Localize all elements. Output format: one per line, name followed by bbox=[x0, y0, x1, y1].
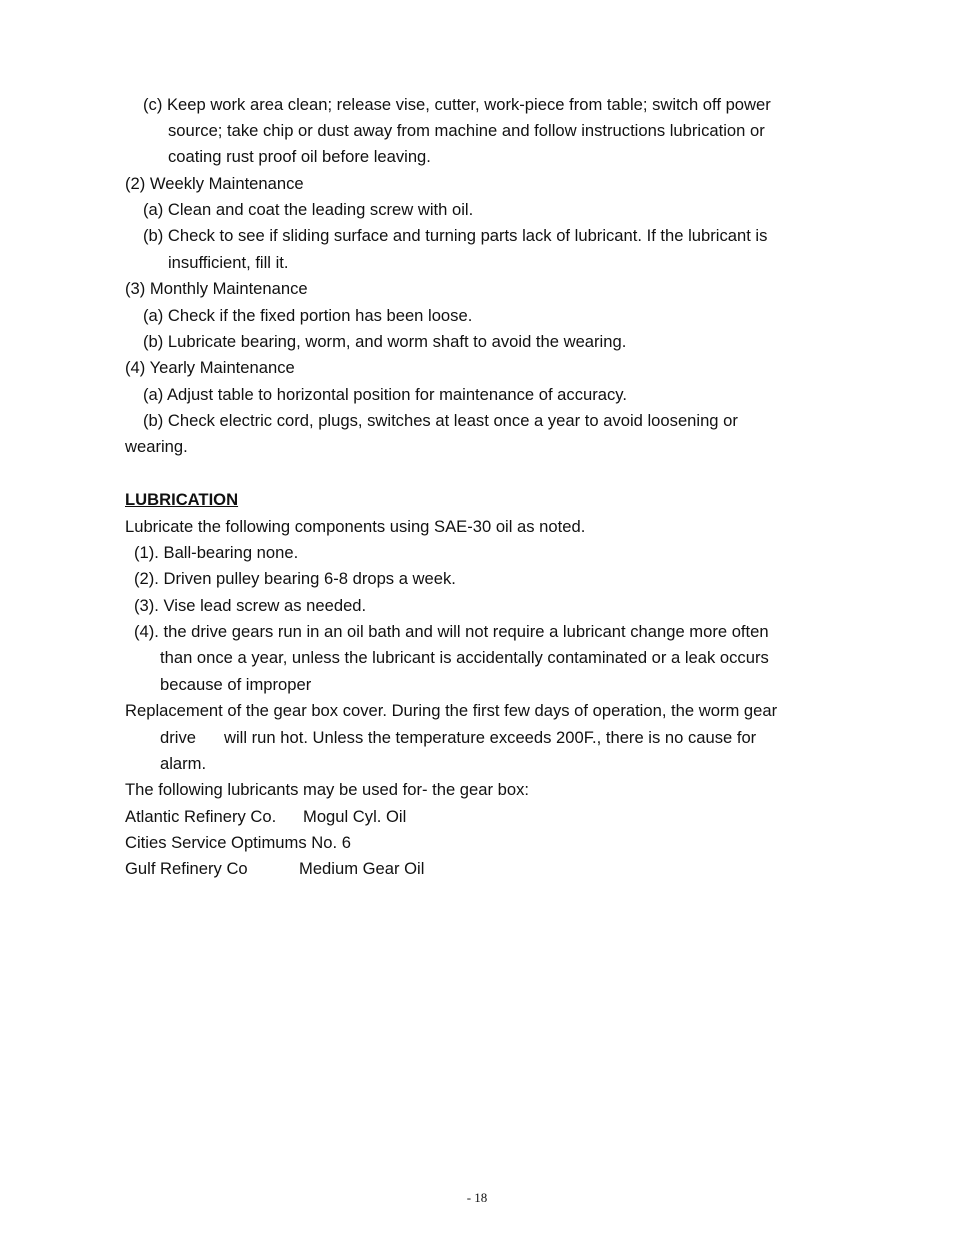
weekly-maintenance-title: (2) Weekly Maintenance bbox=[125, 174, 304, 193]
weekly-item-a: (a) Clean and coat the leading screw with oil. bbox=[143, 200, 474, 219]
yearly-item-a: (a) Adjust table to horizontal position for maintenance of accuracy. bbox=[143, 385, 627, 404]
following-lubricants-text: The following lubricants may be used for- the gear box: bbox=[125, 780, 529, 799]
replacement-line-2a: drive bbox=[160, 728, 196, 747]
lubrication-item-2: (2). Driven pulley bearing 6-8 drops a week. bbox=[134, 569, 456, 588]
monthly-item-b: (b) Lubricate bearing, worm, and worm shaft to avoid the wearing. bbox=[143, 332, 627, 351]
replacement-line-3: alarm. bbox=[160, 754, 207, 773]
yearly-item-b-line-2: wearing. bbox=[125, 437, 188, 456]
lubrication-item-3: (3). Vise lead screw as needed. bbox=[134, 596, 367, 615]
replacement-line-2b: will run hot. Unless the temperature exceeds 200F., there is no cause for bbox=[224, 728, 757, 747]
weekly-item-b-line-1: (b) Check to see if sliding surface and turning parts lack of lubricant. If the lubricant is bbox=[143, 226, 768, 245]
monthly-maintenance-title: (3) Monthly Maintenance bbox=[125, 279, 308, 298]
lubrication-item-4-line-3: because of improper bbox=[160, 675, 312, 694]
lubrication-intro: Lubricate the following components using SAE-30 oil as noted. bbox=[125, 517, 586, 536]
lubrication-item-1: (1). Ball-bearing none. bbox=[134, 543, 299, 562]
maintenance-c-line-1: (c) Keep work area clean; release vise, cutter, work-piece from table; switch off power bbox=[143, 95, 771, 114]
oil-product: Mogul Cyl. Oil bbox=[303, 807, 407, 826]
oil-company: Cities Service Optimums No. 6 bbox=[125, 833, 351, 852]
oil-product: Medium Gear Oil bbox=[299, 859, 425, 878]
weekly-item-b-line-2: insufficient, fill it. bbox=[168, 253, 289, 272]
maintenance-c-line-3: coating rust proof oil before leaving. bbox=[168, 147, 431, 166]
maintenance-c-line-2: source; take chip or dust away from machine and follow instructions lubrication or bbox=[168, 121, 765, 140]
lubrication-item-4-line-1: (4). the drive gears run in an oil bath and will not require a lubricant change more often bbox=[134, 622, 769, 641]
lubrication-heading: LUBRICATION bbox=[125, 490, 239, 509]
replacement-line-1: Replacement of the gear box cover. During the first few days of operation, the worm gear bbox=[125, 701, 778, 720]
page-number: - 18 bbox=[466, 1190, 488, 1205]
oil-company: Atlantic Refinery Co. bbox=[125, 807, 277, 826]
yearly-item-b-line-1: (b) Check electric cord, plugs, switches at least once a year to avoid loosening or bbox=[143, 411, 738, 430]
monthly-item-a: (a) Check if the fixed portion has been loose. bbox=[143, 306, 473, 325]
lubrication-item-4-line-2: than once a year, unless the lubricant is accidentally contaminated or a leak occurs bbox=[160, 648, 769, 667]
oil-company: Gulf Refinery Co bbox=[125, 859, 248, 878]
yearly-maintenance-title: (4) Yearly Maintenance bbox=[125, 358, 295, 377]
